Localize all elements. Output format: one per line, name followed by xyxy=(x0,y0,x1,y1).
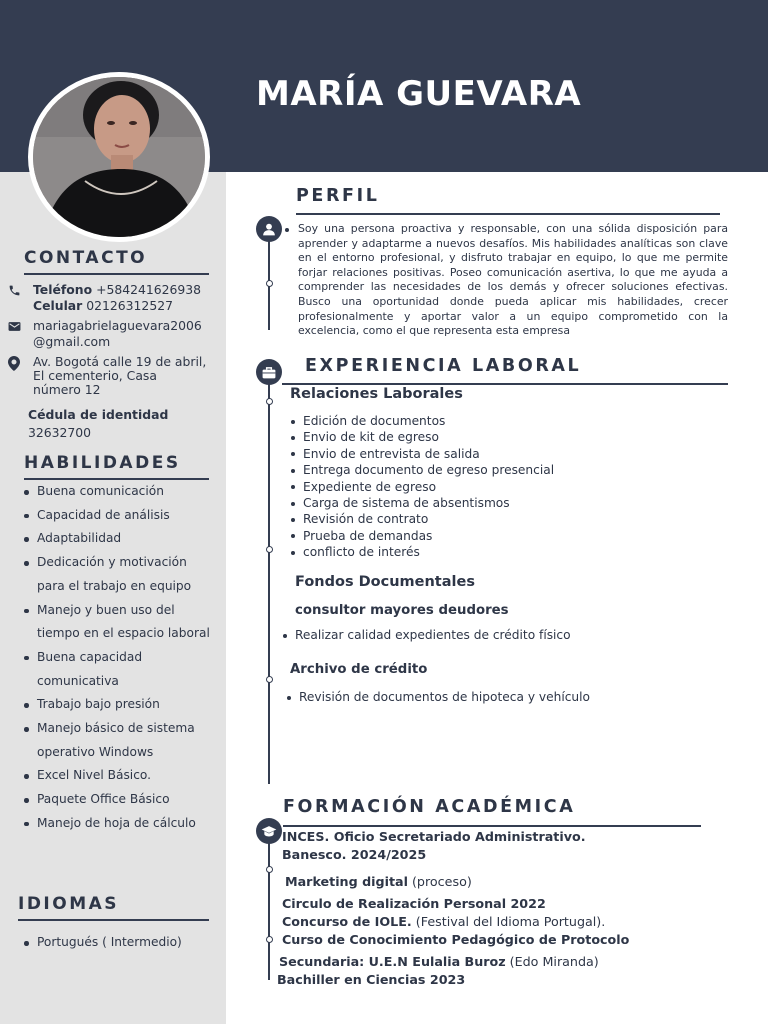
timeline-dot xyxy=(266,936,273,943)
timeline-dot xyxy=(266,866,273,873)
list-item: Portugués ( Intermedio) xyxy=(22,931,214,955)
list-item: Dedicación y motivación para el trabajo en equipo xyxy=(22,551,214,598)
list-item: conflicto de interés xyxy=(288,544,554,560)
profile-section xyxy=(270,222,728,339)
education-line: Banesco. 2024/2025 xyxy=(282,847,427,862)
list-item: Edición de documentos xyxy=(288,413,554,429)
address-line-1: Av. Bogotá calle 19 de abril, xyxy=(33,354,207,369)
languages-heading: IDIOMAS xyxy=(18,894,120,914)
list-item: Manejo y buen uso del tiempo en el espacio laboral xyxy=(22,599,214,646)
timeline-education xyxy=(268,830,270,980)
list-item: Envio de entrevista de salida xyxy=(288,446,554,462)
contact-divider xyxy=(24,273,209,275)
timeline-dot xyxy=(266,398,273,405)
cell-value: 02126312527 xyxy=(86,298,173,313)
page-title: MARÍA GUEVARA xyxy=(256,74,582,114)
education-entry-courses xyxy=(282,895,629,949)
phone-row xyxy=(8,282,201,314)
job-title-fondos-documentales: Fondos Documentales xyxy=(295,574,475,590)
list-item: Buena comunicación xyxy=(22,480,214,504)
address-line-3: número 12 xyxy=(33,382,101,397)
list-item: Buena capacidad comunicativa xyxy=(22,646,214,693)
education-line: Bachiller en Ciencias 2023 xyxy=(277,972,466,987)
address-line-2: El cementerio, Casa xyxy=(33,368,157,383)
education-entry-secondary xyxy=(279,953,599,989)
portrait-image xyxy=(33,77,205,237)
job3-tasks xyxy=(284,689,590,705)
id-value: 32632700 xyxy=(28,425,92,440)
list-item: Envio de kit de egreso xyxy=(288,429,554,445)
job1-tasks xyxy=(288,413,554,561)
education-line: INCES. Oficio Secretariado Administrativo. xyxy=(282,829,586,844)
list-item: Realizar calidad expedientes de crédito físico xyxy=(280,627,571,643)
list-item: Carga de sistema de absentismos xyxy=(288,495,554,511)
profile-divider xyxy=(296,213,720,215)
languages-divider xyxy=(18,919,209,921)
education-line-note: (Festival del Idioma Portugal). xyxy=(411,914,606,929)
education-line: Curso de Conocimiento Pedagógico de Protocolo xyxy=(282,932,630,947)
skills-heading: HABILIDADES xyxy=(24,453,181,473)
education-line: Concurso de IOLE. xyxy=(282,914,412,929)
job-title-relaciones-laborales: Relaciones Laborales xyxy=(290,386,463,402)
list-item: Excel Nivel Básico. xyxy=(22,764,214,788)
email-icon xyxy=(8,318,26,334)
education-line: Circulo de Realización Personal 2022 xyxy=(282,896,546,911)
education-entry-inces xyxy=(282,828,586,864)
address-row xyxy=(8,355,206,397)
id-label: Cédula de identidad xyxy=(28,407,169,422)
education-line: Secundaria: U.E.N Eulalia Buroz xyxy=(279,954,506,969)
list-item: Revisión de contrato xyxy=(288,511,554,527)
location-pin-icon xyxy=(8,355,26,371)
list-item: Manejo básico de sistema operativo Windows xyxy=(22,717,214,764)
list-item: Expediente de egreso xyxy=(288,479,554,495)
job2-tasks xyxy=(280,627,571,643)
timeline-dot xyxy=(266,546,273,553)
email-line-2: @gmail.com xyxy=(33,334,111,349)
languages-list xyxy=(22,931,214,955)
graduation-cap-icon xyxy=(256,818,282,844)
phone-label: Teléfono xyxy=(33,282,93,297)
experience-divider xyxy=(282,383,728,385)
profile-text: Soy una persona proactiva y responsable, con una sólida disposición para aprender y adaptarme a nuevos desafíos. Mis habilidades analíticas son clave en el entorno profesional, y disfruto trabajar en equipo, lo que me permite forjar relaciones positivas. Poseo comunicación asertiva, lo que me ayuda a comprender las necesidades de los demás y ofrecer soluciones efectivas. Busco una oportunidad donde pueda aplicar mis habilidades, crecer profesionalmente y aportar valor a un equipo comprometido con la excelencia, como el que representa esta empresa xyxy=(270,222,728,339)
education-divider xyxy=(283,825,701,827)
list-item: Adaptabilidad xyxy=(22,527,214,551)
list-item: Trabajo bajo presión xyxy=(22,693,214,717)
profile-photo xyxy=(28,72,210,242)
briefcase-icon xyxy=(256,359,282,385)
timeline-dot xyxy=(266,676,273,683)
education-entry-marketing xyxy=(285,873,472,891)
education-heading: FORMACIÓN ACADÉMICA xyxy=(283,797,576,817)
list-item: Revisión de documentos de hipoteca y vehículo xyxy=(284,689,590,705)
education-line-note: (Edo Miranda) xyxy=(505,954,599,969)
list-item: Prueba de demandas xyxy=(288,528,554,544)
education-line-note: (proceso) xyxy=(407,874,472,889)
list-item: Capacidad de análisis xyxy=(22,504,214,528)
list-item: Paquete Office Básico xyxy=(22,788,214,812)
email-line-1: mariagabrielaguevara2006 xyxy=(33,318,202,333)
email-row xyxy=(8,318,202,350)
phone-value: +584241626938 xyxy=(96,282,202,297)
job-title-archivo-credito: Archivo de crédito xyxy=(290,662,428,677)
timeline-experience xyxy=(268,372,270,784)
contact-heading: CONTACTO xyxy=(24,248,148,268)
list-item: Entrega documento de egreso presencial xyxy=(288,462,554,478)
list-item: Manejo de hoja de cálculo xyxy=(22,812,214,836)
profile-heading: PERFIL xyxy=(296,186,380,206)
phone-icon xyxy=(8,282,26,298)
skills-list xyxy=(22,480,214,836)
cell-label: Celular xyxy=(33,298,83,313)
job-subtitle-consultor: consultor mayores deudores xyxy=(295,603,509,618)
education-line: Marketing digital xyxy=(285,874,408,889)
experience-heading: EXPERIENCIA LABORAL xyxy=(305,356,582,376)
